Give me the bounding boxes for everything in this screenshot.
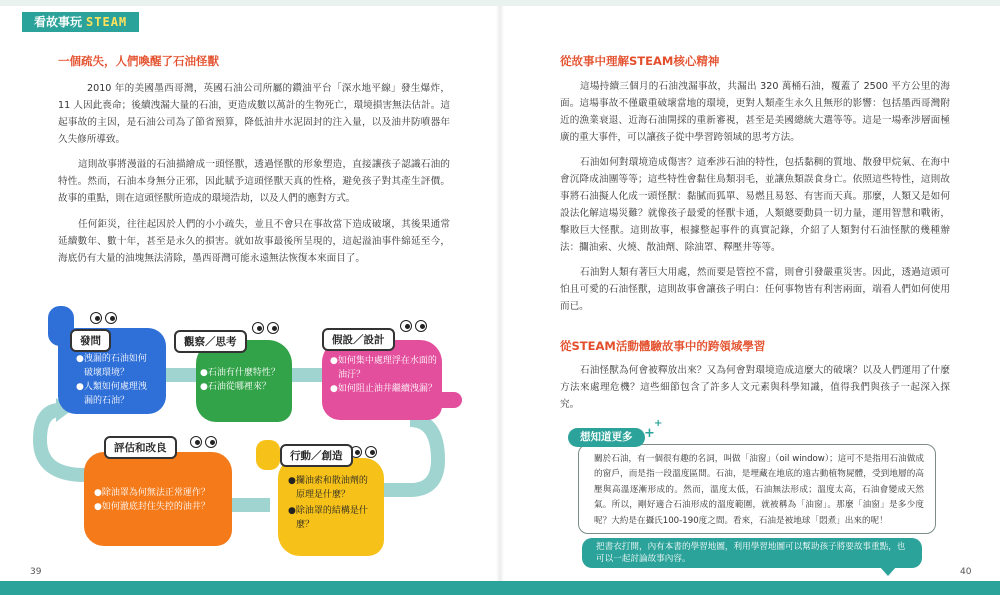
act-blob-hand: [256, 440, 280, 470]
observe-title: 觀察／思考: [174, 330, 247, 353]
act-point-1: ●攔油索和散油劑的: [288, 476, 368, 486]
observe-point-1: ●石油有什麼特性？: [200, 368, 280, 378]
left-paragraph-2: 這則故事將漫溢的石油描繪成一頭怪獸，透過怪獸的形象塑造，直接讓孩子認識石油的特性。然而，石油本身無分正邪，因此賦予這頭怪獸天真的性格，避免孩子對其產生評價。故事的重點，則在這頭怪獸所造成的環境浩劫，以及人們的應對方式。: [58, 159, 450, 204]
left-page-number: 39: [30, 567, 42, 577]
more-info-tag: 想知道更多: [568, 428, 645, 447]
eye-icon: [400, 320, 412, 332]
right-paragraph-3: 石油對人類有著巨大用處，然而要是管控不當，則會引發嚴重災害。因此，透過這頭可怕且可愛的石油怪獸，這則故事會讓孩子明白：任何事物皆有利害兩面，端看人們如何使用而已。: [560, 267, 950, 312]
ask-point-4: 漏的石油？: [84, 396, 130, 406]
eye-icon: [252, 322, 264, 334]
section-tag-steam: STEAM: [86, 15, 128, 29]
speech-bubble-text: 把書衣打開，內有本書的學習地圖，利用學習地圖可以幫助孩子將要故事重點，也可以一起討論故事內容。: [596, 542, 906, 564]
act-point-2: 原理是什麼？: [296, 490, 351, 500]
hypothesis-title: 假設／設計: [322, 328, 395, 351]
hypothesis-point-3: ●如何阻止油井繼續洩漏？: [330, 384, 437, 394]
ask-point-1: ●洩漏的石油如何: [76, 354, 147, 364]
hypothesis-eyes: [400, 320, 427, 332]
ask-title: 發問: [70, 329, 111, 352]
hypothesis-point-2: 油汙？: [338, 370, 366, 380]
eye-icon: [190, 436, 202, 448]
evaluate-point-1: ●除油罩為何無法正常運作？: [94, 488, 210, 498]
eye-icon: [205, 436, 217, 448]
eye-icon: [365, 446, 377, 458]
evaluate-point-2: ●如何澈底封住失控的油井？: [94, 502, 210, 512]
eye-icon: [267, 322, 279, 334]
more-info-text: 關於石油，有一個很有趣的名詞，叫做「油窗」（oil window）；這可不是指用石油做成的窗戶，而是指一段溫度區間。石油，是埋藏在地底的遠古動植物屍體，受到地層的高壓與高溫逐漸形成的。然而，溫度太低，石油無法形成；溫度太高，石油會變成天然氣。所以，剛好適合石油形成的溫度範圍，就被稱為「油窗」。那麼「油窗」是多少度呢？大約是在攝氏100-190度之間。看來，石油是被地球「悶煮」出來的呢！: [594, 454, 924, 526]
ask-point-2: 破壞環境？: [84, 368, 130, 378]
hypothesis-point-1: ●如何集中處理浮在水面的: [330, 356, 437, 366]
bottom-border: [0, 581, 1000, 595]
section-tag: [22, 12, 139, 32]
right-heading-1: 從故事中理解STEAM核心精神: [560, 54, 720, 68]
act-point-4: 麼？: [296, 520, 315, 530]
plus-icon: +: [644, 426, 655, 441]
evaluate-title: 評估和改良: [104, 436, 177, 459]
act-title: 行動／創造: [280, 444, 353, 467]
right-heading-2: 從STEAM活動體驗故事中的跨領域學習: [560, 339, 766, 353]
ask-eyes: [90, 312, 117, 324]
left-paragraph-3: 任何鉅災，往往起因於人們的小小疏失，並且不會只在事故當下造成破壞，其後果通常延續數年、數十年，甚至是永久的損害。就如故事最後所呈現的，這起溢油事件綿延至今，海底仍有大量的油塊無法清除，墨西哥灣可能永遠無法恢復本來面目了。: [58, 219, 450, 264]
ask-point-3: ●人類如何處理洩: [76, 382, 147, 392]
left-heading: 一個疏失，人們喚醒了石油怪獸: [58, 54, 219, 68]
right-paragraph-1: 這場持續三個月的石油洩漏事故，共漏出 320 萬桶石油，覆蓋了 2500 平方公里的海面。這場事故不僅嚴重破壞當地的環境，更對人類產生永久且無形的影響：包括墨西哥灣附近的漁業衰退、近海石油開採的重新審視，甚至是美國總統大選等等。這是一場牽涉層面極廣的重大事件，可以讓孩子從中學習跨領域的思考方法。: [560, 81, 950, 143]
section-tag-prefix: 看故事玩: [34, 15, 83, 29]
plus-icon: +: [654, 418, 663, 429]
right-paragraph-2: 石油如何對環境造成傷害？這牽涉石油的特性，包括黏稠的質地、散發甲烷氣、在海中會沉降成油團等等；這些特性會黏住鳥類羽毛，並讓魚類誤食身亡。依照這些特性，這則故事將石油擬人化成一頭怪獸：黏膩而狐單、易燃且易怒、有害而天真。那麼，人類又是如何設法化解這場災難？就像孩子最愛的怪獸卡通，人類總要動員一切力量，運用智慧和戰術，擊敗巨大怪獸。這則故事，根據整起事件的真實記錄，介紹了人類對付石油怪獸的幾種辦法：攔油索、火燒、散油劑、除油罩、釋壓井等等。: [560, 157, 950, 253]
speech-bubble: [582, 538, 922, 568]
evaluate-eyes: [190, 436, 217, 448]
left-paragraph-1: 2010 年的美國墨西哥灣，英國石油公司所屬的鑽油平台「深水地平線」發生爆炸，11 人因此喪命；後續洩漏大量的石油，更造成數以萬計的生物死亡，環境損害無法估計。這起事故的主因，是石油公司為了節省預算，降低油井水泥固封的注入量，以及油井防噴器年久失修所導致。: [58, 83, 450, 145]
observe-point-2: ●石油從哪裡來？: [200, 382, 271, 392]
observe-eyes: [252, 322, 279, 334]
right-paragraph-4: 石油怪獸為何會被釋放出來？又為何會對環境造成這麼大的破壞？以及人們運用了什麼方法來處理危機？這些細節包含了許多人文元素與科學知識，值得我們與孩子一起深入探究。: [560, 365, 950, 410]
right-page-number: 40: [960, 567, 972, 577]
arrow-eval-ask: [40, 410, 85, 475]
act-point-3: ●除油罩的結構是什: [288, 506, 368, 516]
act-eyes: [350, 446, 377, 458]
eye-icon: [415, 320, 427, 332]
eye-icon: [90, 312, 102, 324]
eye-icon: [105, 312, 117, 324]
